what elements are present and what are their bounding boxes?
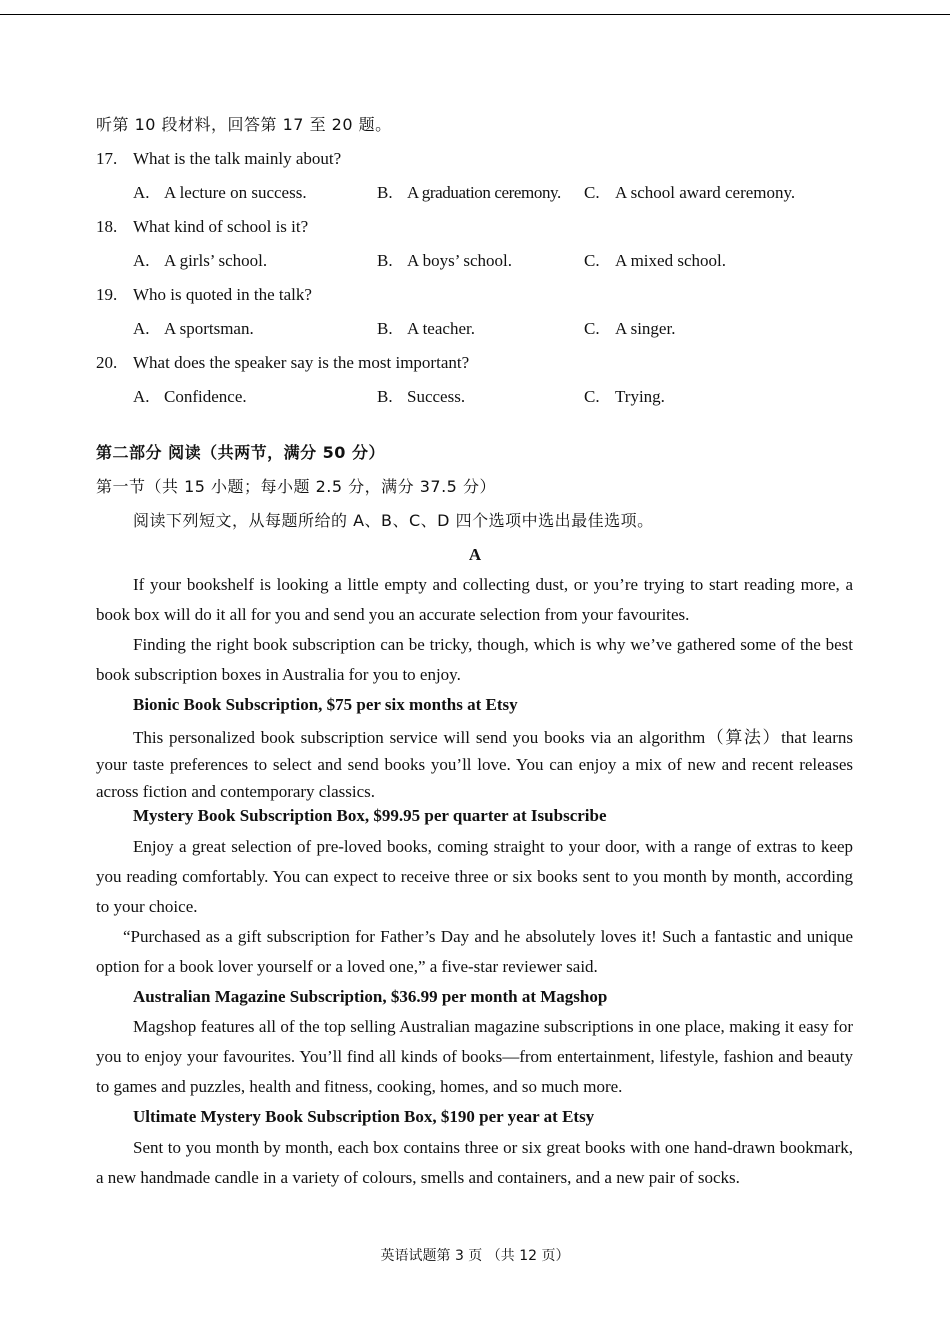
listening-intro: 听第 10 段材料，回答第 17 至 20 题。 [96, 115, 392, 134]
item-3-heading: Australian Magazine Subscription, $36.99 per month at Magshop [133, 987, 608, 1006]
question-17-text: What is the talk mainly about? [133, 149, 342, 168]
item-4-body: Sent to you month by month, each box contains three or six great books with one hand-drawn bookmark, a new handmade candle in a variety of colours, smells and containers, and a new pair of socks. [96, 1138, 853, 1187]
part-two-title: 第二部分 阅读（共两节，满分 50 分） [96, 443, 385, 462]
q19-option-a: A sportsman. [164, 319, 254, 338]
passage-intro-paragraph-1: If your bookshelf is looking a little empty and collecting dust, or you’re trying to start reading more, a book box will do it all for you and send you an accurate selection from your favourites. [96, 575, 853, 624]
question-18-number: 18. [96, 217, 118, 236]
q17-option-c-letter: C. [584, 183, 600, 202]
item-1-heading: Bionic Book Subscription, $75 per six months at Etsy [133, 695, 518, 714]
q18-option-c: A mixed school. [615, 251, 726, 270]
question-20-text: What does the speaker say is the most important? [133, 353, 470, 372]
q19-option-c-letter: C. [584, 319, 600, 338]
q20-option-c-letter: C. [584, 387, 600, 406]
q17-option-b-letter: B. [377, 183, 393, 202]
q20-option-a: Confidence. [164, 387, 247, 406]
question-20-number: 20. [96, 353, 118, 372]
q20-option-a-letter: A. [133, 387, 150, 406]
q18-option-a: A girls’ school. [164, 251, 268, 270]
page-footer: 英语试题第 3 页 （共 12 页） [380, 1248, 570, 1264]
q18-option-b: A boys’ school. [407, 251, 512, 270]
question-17-number: 17. [96, 149, 118, 168]
section-one-title: 第一节（共 15 小题；每小题 2.5 分，满分 37.5 分） [96, 477, 496, 496]
q19-option-b-letter: B. [377, 319, 393, 338]
q19-option-c: A singer. [615, 319, 676, 338]
item-2-review-quote: “Purchased as a gift subscription for Father’s Day and he absolutely loves it! Such a fantastic and unique option for a book lover yourself or a loved one,” a five-star reviewer said. [96, 927, 853, 976]
q19-option-b: A teacher. [407, 319, 475, 338]
top-border-line [0, 14, 950, 15]
question-19-text: Who is quoted in the talk? [133, 285, 312, 304]
item-1-body: This personalized book subscription service will send you books via an algorithm（算法）that learns your taste preferences to select and send books you’ll love. You can enjoy a mix of new and recent releases across fiction and contemporary classics. [96, 728, 853, 801]
item-4-heading: Ultimate Mystery Book Subscription Box, $190 per year at Etsy [133, 1107, 595, 1126]
item-2-heading: Mystery Book Subscription Box, $99.95 per quarter at Isubscribe [133, 806, 607, 825]
q19-option-a-letter: A. [133, 319, 150, 338]
question-18-text: What kind of school is it? [133, 217, 309, 236]
passage-intro-paragraph-2: Finding the right book subscription can be tricky, though, which is why we’ve gathered some of the best book subscription boxes in Australia for you to enjoy. [96, 635, 853, 684]
item-3-body: Magshop features all of the top selling Australian magazine subscriptions in one place, making it easy for you to enjoy your favourites. You’ll find all kinds of books—from entertainment, lifestyle, fashion and beauty to games and puzzles, health and fitness, cooking, homes, and so much more. [96, 1017, 853, 1096]
q17-option-a: A lecture on success. [164, 183, 307, 202]
passage-letter: A [468, 545, 482, 564]
item-2-body: Enjoy a great selection of pre-loved books, coming straight to your door, with a range of extras to keep you reading comfortably. You can expect to receive three or six books sent to you month by month, according to your choice. [96, 837, 853, 916]
q17-option-a-letter: A. [133, 183, 150, 202]
q17-option-c: A school award ceremony. [615, 183, 796, 202]
question-19-number: 19. [96, 285, 118, 304]
reading-instruction: 阅读下列短文，从每题所给的 A、B、C、D 四个选项中选出最佳选项。 [133, 511, 654, 530]
q18-option-c-letter: C. [584, 251, 600, 270]
q17-option-b: A graduation ceremony. [407, 183, 561, 202]
q18-option-b-letter: B. [377, 251, 393, 270]
q18-option-a-letter: A. [133, 251, 150, 270]
q20-option-b-letter: B. [377, 387, 393, 406]
q20-option-b: Success. [407, 387, 466, 406]
q20-option-c: Trying. [615, 387, 665, 406]
